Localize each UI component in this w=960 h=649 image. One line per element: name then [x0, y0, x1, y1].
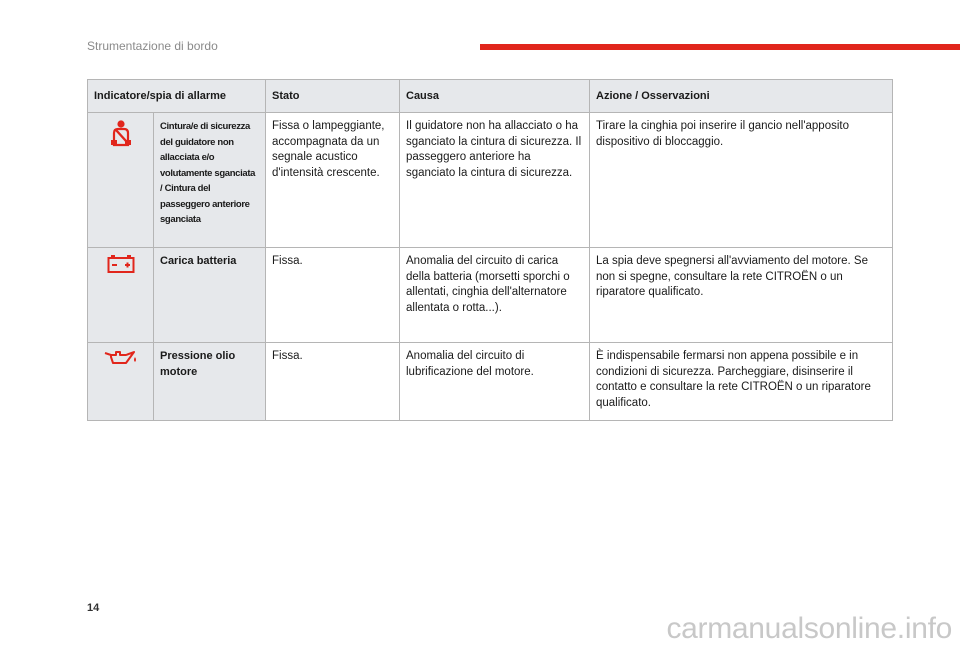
state-cell: Fissa. [266, 343, 400, 421]
action-cell: Tirare la cinghia poi inserire il gancio nell'apposito dispositivo di bloccaggio. [590, 113, 893, 248]
action-cell: La spia deve spegnersi all'avviamento del motore. Se non si spegne, consultare la rete CITROËN o un riparatore qualificato. [590, 248, 893, 343]
table-row [88, 113, 893, 248]
cause-cell: Il guidatore non ha allacciato o ha sganciato la cintura di sicurezza. Il passeggero anteriore ha sganciato la cintura di sicurezza. [400, 113, 590, 248]
warning-lights-table [87, 79, 893, 421]
page-number: 14 [87, 602, 100, 614]
column-header-state: Stato [266, 80, 400, 113]
table-row [88, 248, 893, 343]
battery-warning-icon [107, 254, 135, 274]
indicator-label: Cintura/e di sicurezza del guidatore non allacciata e/o volutamente sganciata / Cintura del passeggero anteriore sganciata [154, 113, 266, 248]
cause-cell: Anomalia del circuito di lubrificazione del motore. [400, 343, 590, 421]
table-row [88, 343, 893, 421]
icon-cell [88, 113, 154, 248]
column-header-indicator: Indicatore/spia di allarme [88, 80, 266, 113]
icon-cell [88, 343, 154, 421]
seatbelt-warning-icon [108, 119, 134, 147]
table-header-row [88, 80, 893, 113]
column-header-action: Azione / Osservazioni [590, 80, 893, 113]
state-cell: Fissa. [266, 248, 400, 343]
accent-bar [480, 44, 960, 50]
icon-cell [88, 248, 154, 343]
section-title: Strumentazione di bordo [87, 39, 218, 53]
action-cell: È indispensabile fermarsi non appena possibile e in condizioni di sicurezza. Parcheggiare, disinserire il contatto e consultare la rete CITROËN o un riparatore qualificato. [590, 343, 893, 421]
indicator-label: Pressione olio motore [154, 343, 266, 421]
oil-pressure-warning-icon [104, 349, 138, 367]
watermark: carmanualsonline.info [666, 612, 952, 645]
column-header-cause: Causa [400, 80, 590, 113]
indicator-label: Carica batteria [154, 248, 266, 343]
cause-cell: Anomalia del circuito di carica della batteria (morsetti sporchi o allentati, cinghia dell'alternatore allentata o rotta...). [400, 248, 590, 343]
state-cell: Fissa o lampeggiante, accompagnata da un segnale acustico d'intensità crescente. [266, 113, 400, 248]
